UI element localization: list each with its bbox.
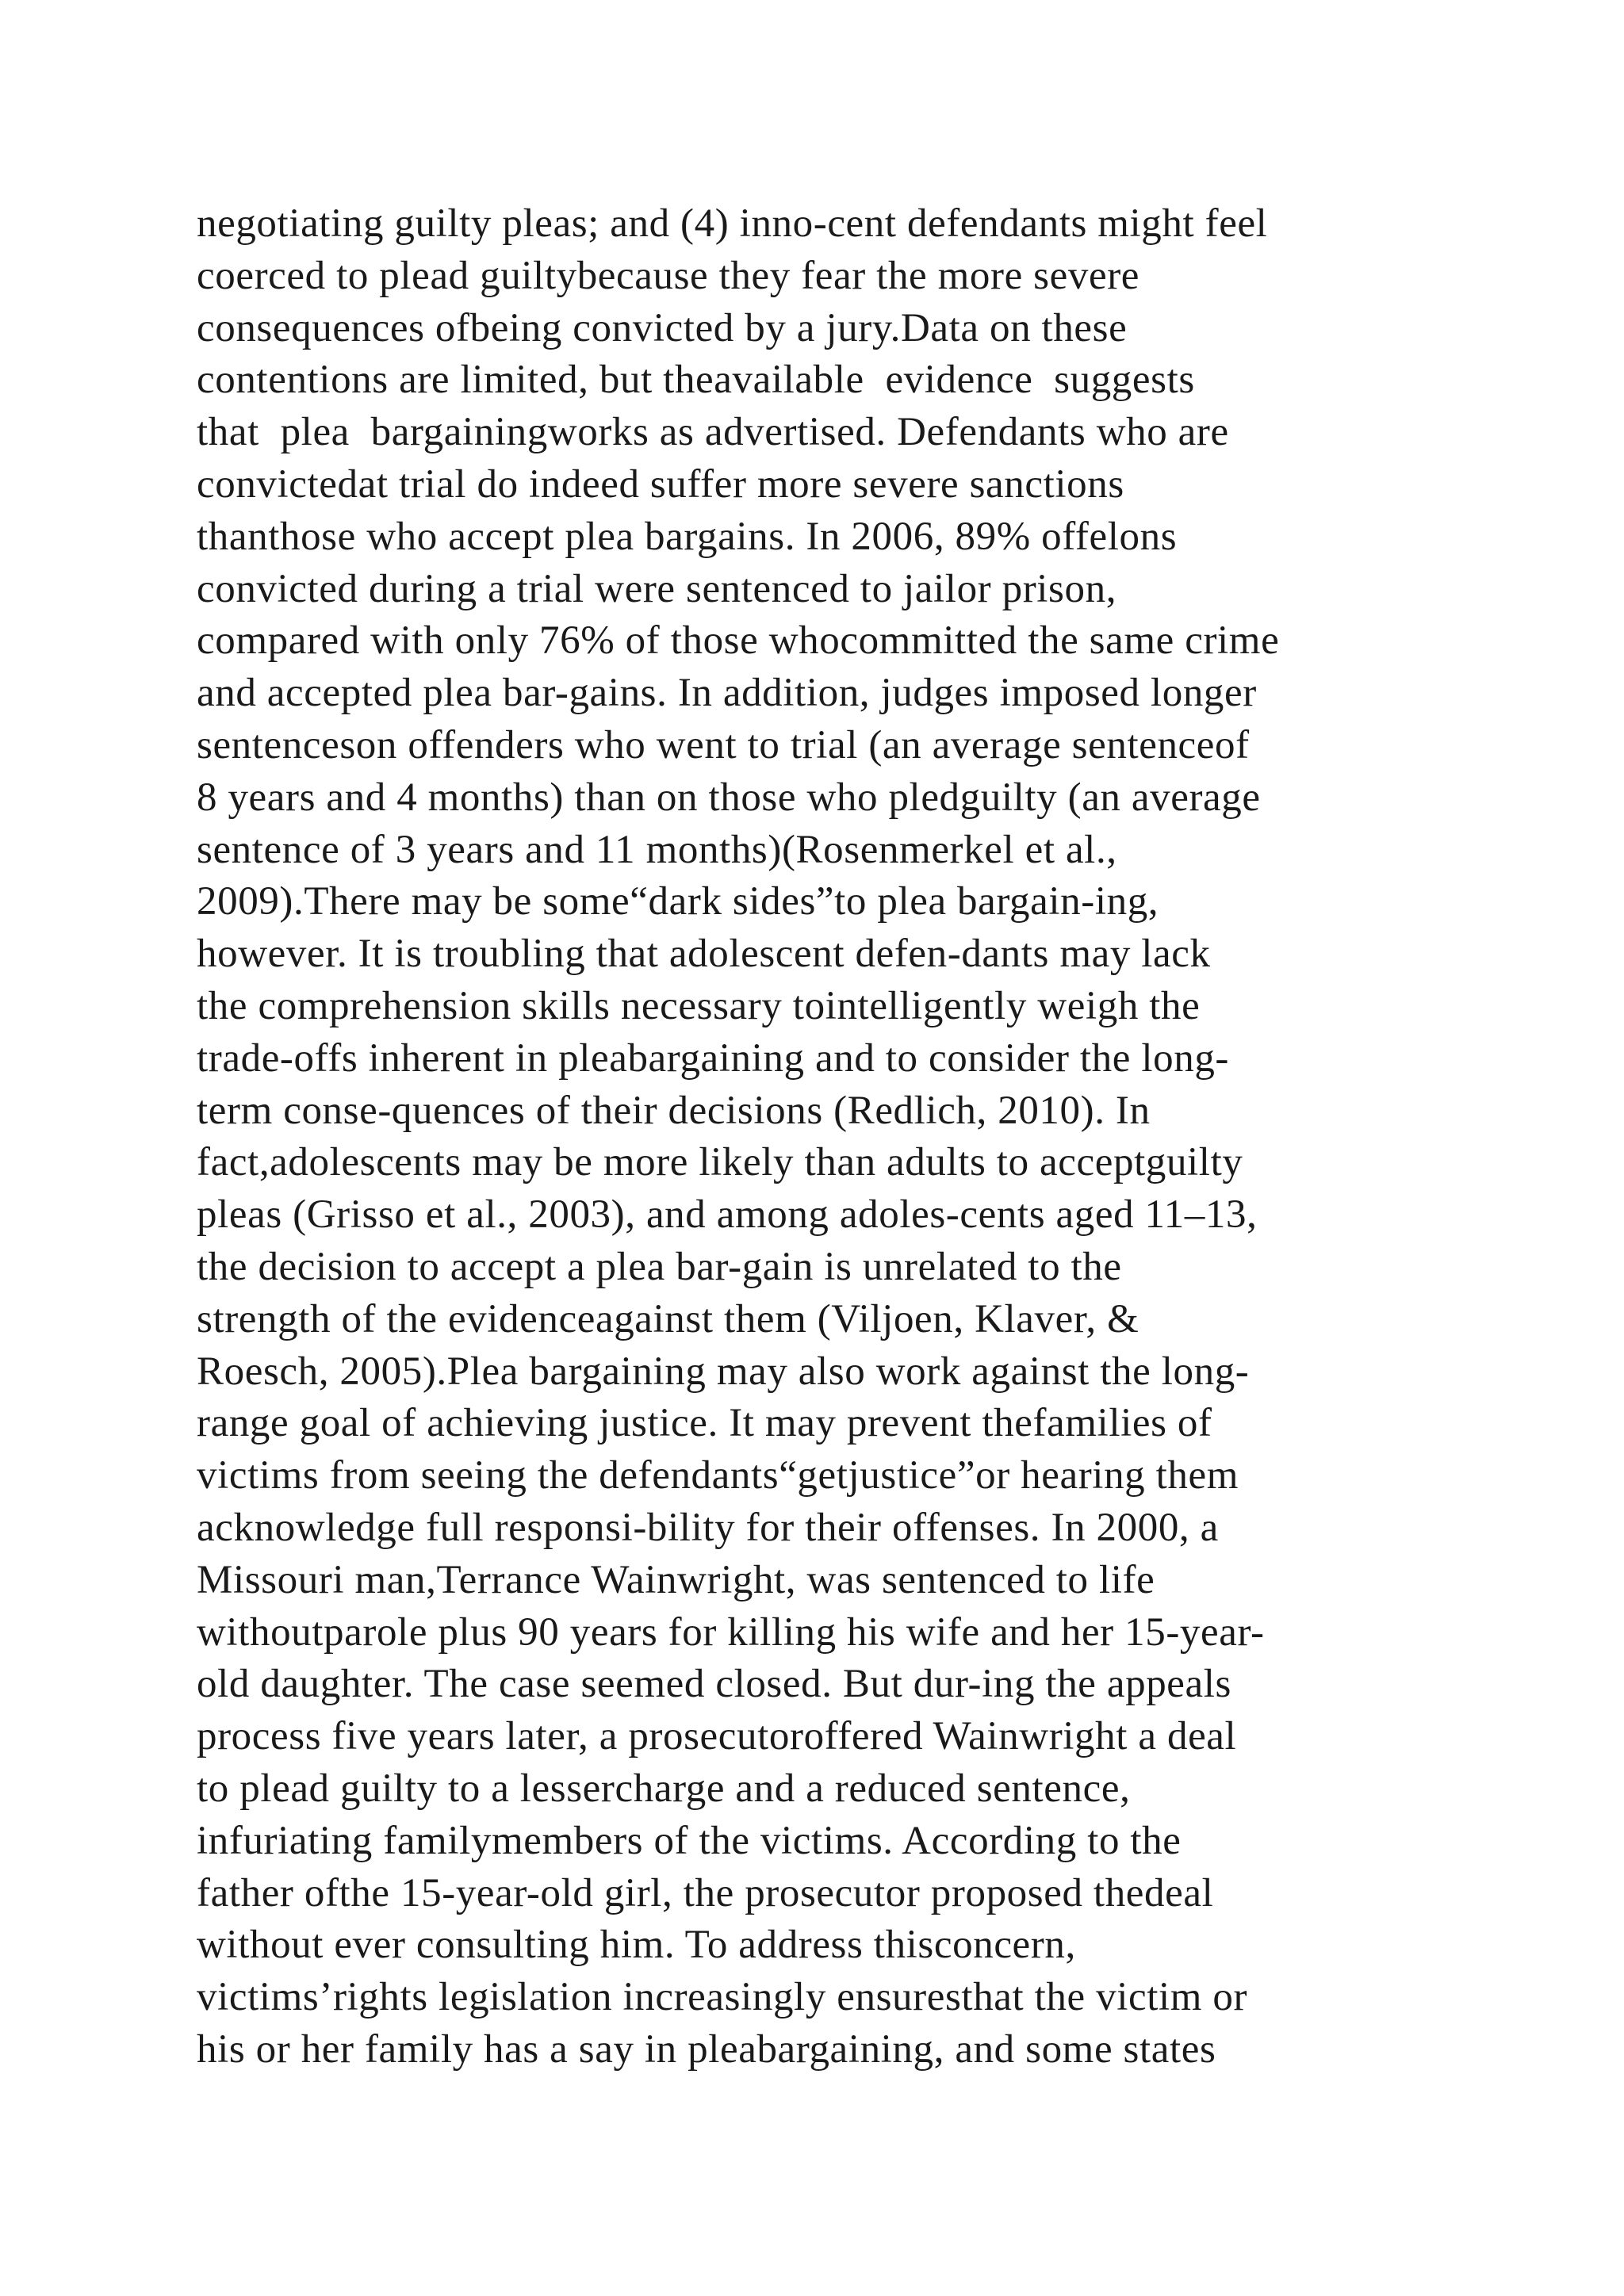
text-line: withoutparole plus 90 years for killing his wife and her 15-year- <box>197 1609 1265 1655</box>
text-line: old daughter. The case seemed closed. But dur-ing the appeals <box>197 1662 1232 1707</box>
text-line: to plead guilty to a lessercharge and a reduced sentence, <box>197 1766 1131 1811</box>
text-line: however. It is troubling that adolescent defen-dants may lack <box>197 932 1211 977</box>
text-line: trade-offs inherent in pleabargaining and to consider the long- <box>197 1035 1230 1081</box>
text-line: that plea bargainingworks as advertised. Defendants who are <box>197 410 1229 455</box>
text-line: Missouri man,Terrance Wainwright, was sentenced to life <box>197 1557 1155 1602</box>
text-line: contentions are limited, but theavailable evidence suggests <box>197 358 1195 403</box>
text-line: without ever consulting him. To address thisconcern, <box>197 1923 1076 1968</box>
text-line: convicted during a trial were sentenced to jailor prison, <box>197 566 1117 611</box>
body-text <box>197 198 1497 2076</box>
text-line: 8 years and 4 months) than on those who pledguilty (an average <box>197 775 1261 820</box>
text-line: Roesch, 2005).Plea bargaining may also work against the long- <box>197 1349 1250 1394</box>
text-line: victims’rights legislation increasingly ensuresthat the victim or <box>197 1975 1248 2020</box>
text-line: convictedat trial do indeed suffer more severe sanctions <box>197 461 1124 507</box>
text-line: acknowledge full responsi-bility for their offenses. In 2000, a <box>197 1505 1219 1550</box>
text-line: thanthose who accept plea bargains. In 2006, 89% offelons <box>197 514 1178 559</box>
text-line: consequences ofbeing convicted by a jury.Data on these <box>197 305 1128 350</box>
text-line: compared with only 76% of those whocommitted the same crime <box>197 618 1280 664</box>
text-line: and accepted plea bar-gains. In addition, judges imposed longer <box>197 671 1257 716</box>
text-line: coerced to plead guiltybecause they fear the more severe <box>197 253 1140 298</box>
text-line: infuriating familymembers of the victims. According to the <box>197 1818 1182 1863</box>
text-line: range goal of achieving justice. It may prevent thefamilies of <box>197 1401 1212 1446</box>
text-line: strength of the evidenceagainst them (Viljoen, Klaver, & <box>197 1296 1139 1341</box>
text-line: negotiating guilty pleas; and (4) inno-cent defendants might feel <box>197 201 1268 246</box>
text-line: father ofthe 15-year-old girl, the prosecutor proposed thedeal <box>197 1870 1214 1915</box>
text-line: the decision to accept a plea bar-gain is unrelated to the <box>197 1244 1122 1289</box>
text-line: 2009).There may be some“dark sides”to plea bargain-ing, <box>197 879 1159 924</box>
text-line: term conse-quences of their decisions (Redlich, 2010). In <box>197 1088 1151 1133</box>
text-line: his or her family has a say in pleabargaining, and some states <box>197 2026 1216 2072</box>
text-line: sentenceson offenders who went to trial (an average sentenceof <box>197 722 1250 767</box>
text-line: process five years later, a prosecutoroffered Wainwright a deal <box>197 1714 1237 1759</box>
text-line: the comprehension skills necessary tointelligently weigh the <box>197 983 1201 1028</box>
text-line: sentence of 3 years and 11 months)(Rosenmerkel et al., <box>197 827 1117 872</box>
text-line: fact,adolescents may be more likely than adults to acceptguilty <box>197 1140 1243 1185</box>
text-line: pleas (Grisso et al., 2003), and among adoles-cents aged 11–13, <box>197 1192 1258 1238</box>
text-line: victims from seeing the defendants“getjustice”or hearing them <box>197 1453 1239 1498</box>
